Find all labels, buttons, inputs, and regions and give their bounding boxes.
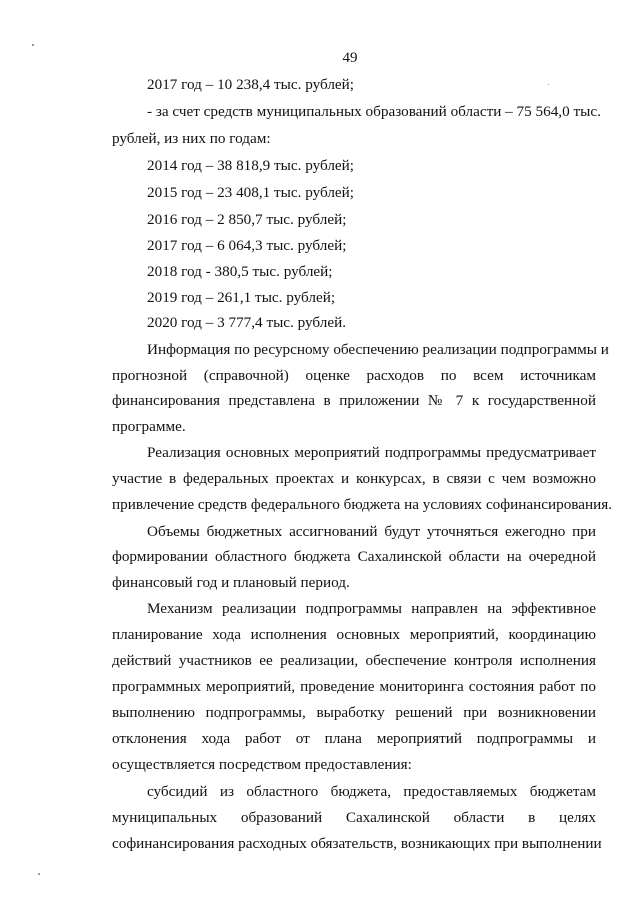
text-line-14: программе. <box>112 418 186 435</box>
text-line-30: софинансирования расходных обязательств, возникающих при выполнении <box>112 835 602 852</box>
text-line-13: финансирования представлена в приложении № 7 к государственной <box>112 392 596 409</box>
text-line-24: программных мероприятий, проведение мониторинга состояния работ по <box>112 678 596 695</box>
text-line-19: формировании областного бюджета Сахалинской области на очередной <box>112 548 596 565</box>
text-line-12: прогнозной (справочной) оценке расходов по всем источникам <box>112 367 596 384</box>
text-line-25: выполнению подпрограммы, выработку решений при возникновении <box>112 704 596 721</box>
text-line-11: Информация по ресурсному обеспечению реализации подпрограммы и <box>147 341 609 358</box>
text-line-10: 2020 год – 3 777,4 тыс. рублей. <box>147 314 347 331</box>
text-line-27: осуществляется посредством предоставления: <box>112 756 412 773</box>
text-line-9: 2019 год – 261,1 тыс. рублей; <box>147 289 336 306</box>
text-line-6: 2016 год – 2 850,7 тыс. рублей; <box>147 211 347 228</box>
text-line-3: рублей, из них по годам: <box>112 130 271 147</box>
text-line-26: отклонения хода работ от плана мероприятий подпрограммы и <box>112 730 596 747</box>
text-line-2: - за счет средств муниципальных образований области – 75 564,0 тыс. <box>147 103 601 120</box>
text-line-5: 2015 год – 23 408,1 тыс. рублей; <box>147 184 355 201</box>
text-line-8: 2018 год - 380,5 тыс. рублей; <box>147 263 333 280</box>
text-line-21: Механизм реализации подпрограммы направлен на эффективное <box>147 600 596 617</box>
text-line-29: муниципальных образований Сахалинской области в целях <box>112 809 596 826</box>
text-line-18: Объемы бюджетных ассигнований будут уточняться ежегодно при <box>147 523 596 540</box>
scan-dot <box>32 44 34 46</box>
text-line-20: финансовый год и плановый период. <box>112 574 350 591</box>
text-line-16: участие в федеральных проектах и конкурсах, в связи с чем возможно <box>112 470 596 487</box>
text-line-15: Реализация основных мероприятий подпрограммы предусматривает <box>147 444 596 461</box>
text-line-28: субсидий из областного бюджета, предоставляемых бюджетам <box>147 783 596 800</box>
text-line-23: действий участников ее реализации, обеспечение контроля исполнения <box>112 652 596 669</box>
text-line-1: 2017 год – 10 238,4 тыс. рублей; <box>147 76 355 93</box>
page-number: 49 <box>342 50 358 66</box>
text-line-4: 2014 год – 38 818,9 тыс. рублей; <box>147 157 355 174</box>
text-line-17: привлечение средств федерального бюджета на условиях софинансирования. <box>112 496 613 513</box>
text-line-22: планирование хода исполнения основных мероприятий, координацию <box>112 626 596 643</box>
scan-dot <box>38 873 40 875</box>
text-line-7: 2017 год – 6 064,3 тыс. рублей; <box>147 237 347 254</box>
scan-dot <box>548 84 549 85</box>
